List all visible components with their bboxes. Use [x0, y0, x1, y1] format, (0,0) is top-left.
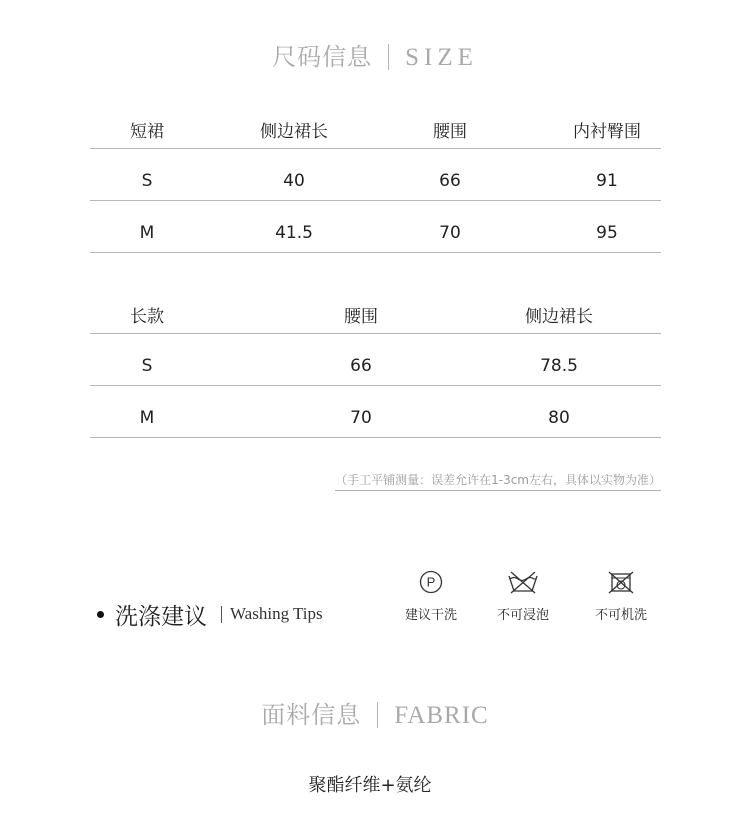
header-cell: 腰围 [344, 307, 378, 327]
fabric-title-cn: 面料信息 [261, 701, 362, 729]
value-cell: 66 [439, 171, 461, 191]
bullet-dot-icon [97, 611, 104, 618]
header-cell: 侧边裙长 [525, 307, 593, 327]
care-item-no-machine-wash [581, 570, 661, 623]
header-cell: 短裙 [130, 122, 164, 142]
header-cell: 长款 [130, 307, 164, 327]
dry-clean-icon [419, 570, 443, 594]
size-cell: S [141, 356, 153, 376]
washing-title-divider [221, 606, 222, 623]
value-cell: 70 [350, 408, 372, 428]
value-cell: 66 [350, 356, 372, 376]
care-item-no-soak [483, 570, 563, 623]
value-cell: 41.5 [275, 223, 313, 243]
washing-title-en: Washing Tips [230, 604, 323, 623]
size-cell: M [139, 223, 155, 243]
value-cell: 40 [283, 171, 305, 191]
table-row [90, 386, 661, 438]
long-skirt-size-table [90, 300, 661, 438]
washing-title-cn: 洗涤建议 [115, 604, 207, 630]
title-divider [377, 702, 378, 728]
table-header-row [90, 300, 661, 334]
no-soak-icon [506, 570, 540, 594]
value-cell: 95 [596, 223, 618, 243]
care-label: 不可浸泡 [496, 608, 549, 623]
short-skirt-size-table [90, 115, 661, 253]
table-header-row [90, 115, 661, 149]
care-label: 不可机洗 [594, 608, 647, 623]
size-cell: M [139, 408, 155, 428]
size-title-en: SIZE [405, 44, 478, 71]
title-divider [388, 44, 389, 70]
care-item-dry-clean [391, 570, 471, 623]
table-row [90, 149, 661, 201]
value-cell: 78.5 [540, 356, 578, 376]
care-label: 建议干洗 [404, 608, 457, 623]
table-row [90, 201, 661, 253]
fabric-title-en: FABRIC [394, 702, 489, 729]
value-cell: 70 [439, 223, 461, 243]
size-section-title [0, 37, 750, 72]
table-row [90, 334, 661, 386]
size-title-cn: 尺码信息 [272, 43, 373, 71]
size-cell: S [141, 171, 153, 191]
svg-text:P: P [426, 574, 436, 590]
fabric-section-title [0, 695, 750, 730]
fabric-composition: 聚酯纤维+氨纶 [308, 775, 432, 796]
no-machine-wash-icon [604, 570, 638, 594]
header-cell: 侧边裙长 [260, 122, 328, 142]
measurement-note: （手工平铺测量：误差允许在1-3cm左右，具体以实物为准） [335, 471, 661, 491]
value-cell: 80 [548, 408, 570, 428]
header-cell: 内衬臀围 [573, 122, 641, 142]
header-cell: 腰围 [433, 122, 467, 142]
value-cell: 91 [596, 171, 618, 191]
